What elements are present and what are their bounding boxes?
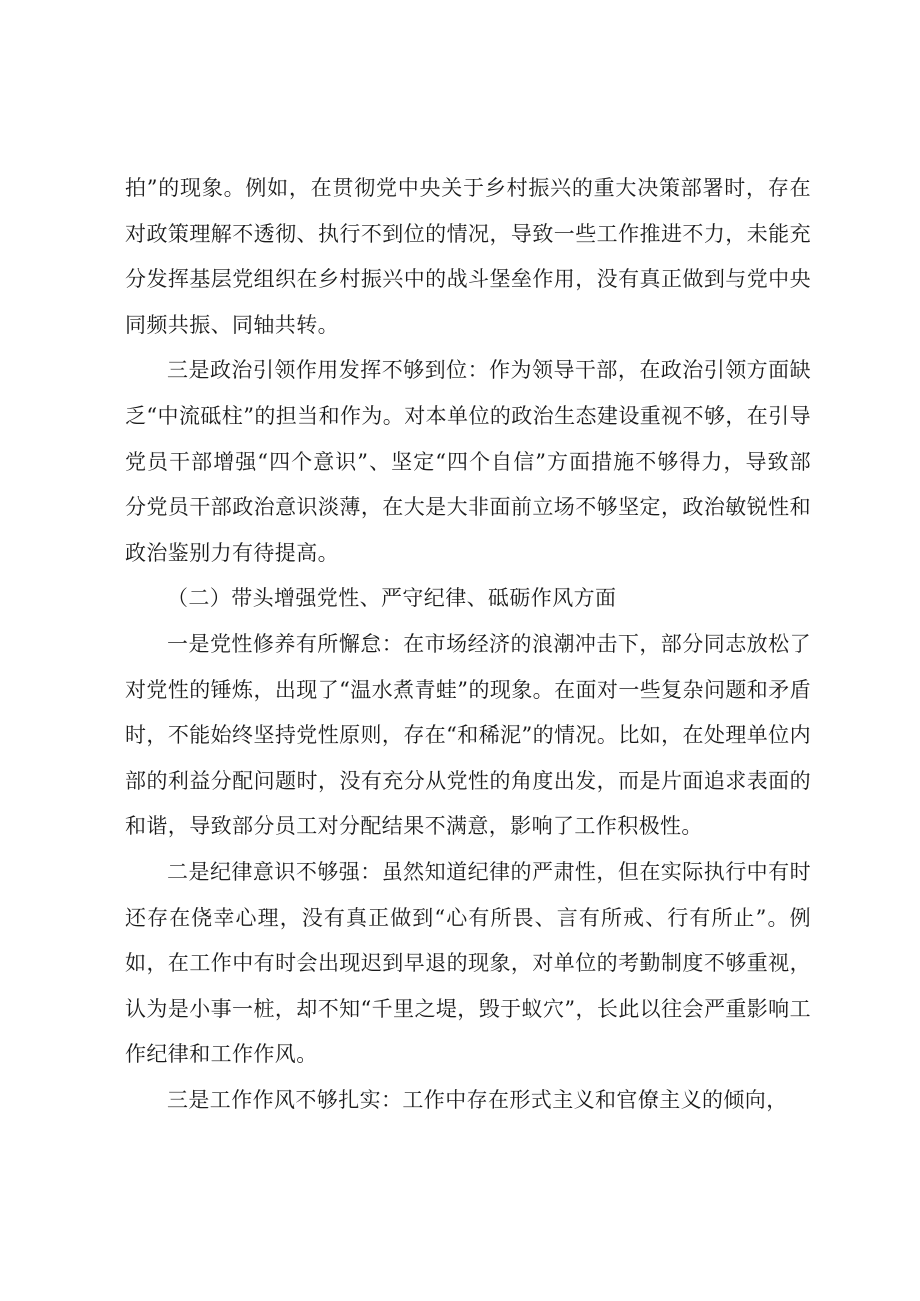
document-body <box>125 166 811 1123</box>
section-heading: （二）带头增强党性、严守纪律、砥砺作风方面 <box>167 586 617 611</box>
paragraph-continuation: 拍”的现象。例如，在贯彻党中央关于乡村振兴的重大决策部署时，存在对政策理解不透彻、执行不到位的情况，导致一些工作推进不力，未能充分发挥基层党组织在乡村振兴中的战斗堡垒作用，没有真正做到与党中央同频共振、同轴共转。 <box>125 176 811 337</box>
paragraph-discipline: 二是纪律意识不够强：虽然知道纪律的严肃性，但在实际执行中有时还存在侥幸心理，没有真正做到“心有所畏、言有所戒、行有所止”。例如，在工作中有时会出现迟到早退的现象，对单位的考勤制度不够重视，认为是小事一桩，却不知“千里之堤，毁于蚁穴”，长此以往会严重影响工作纪律和工作作风。 <box>125 859 811 1067</box>
paragraph-work-style: 三是工作作风不够扎实：工作中存在形式主义和官僚主义的倾向， <box>167 1087 788 1112</box>
paragraph-political-leadership: 三是政治引领作用发挥不够到位：作为领导干部，在政治引领方面缺乏“中流砥柱”的担当和作为。对本单位的政治生态建设重视不够，在引导党员干部增强“四个意识”、坚定“四个自信”方面措施不够得力，导致部分党员干部政治意识淡薄，在大是大非面前立场不够坚定，政治敏锐性和政治鉴别力有待提高。 <box>125 358 811 565</box>
paragraph-party-spirit: 一是党性修养有所懈怠：在市场经济的浪潮冲击下，部分同志放松了对党性的锤炼，出现了“温水煮青蛙”的现象。在面对一些复杂问题和矛盾时，不能始终坚持党性原则，存在“和稀泥”的情况。比如，在处理单位内部的利益分配问题时，没有充分从党性的角度出发，而是片面追求表面的和谐，导致部分员工对分配结果不满意，影响了工作积极性。 <box>125 631 811 839</box>
